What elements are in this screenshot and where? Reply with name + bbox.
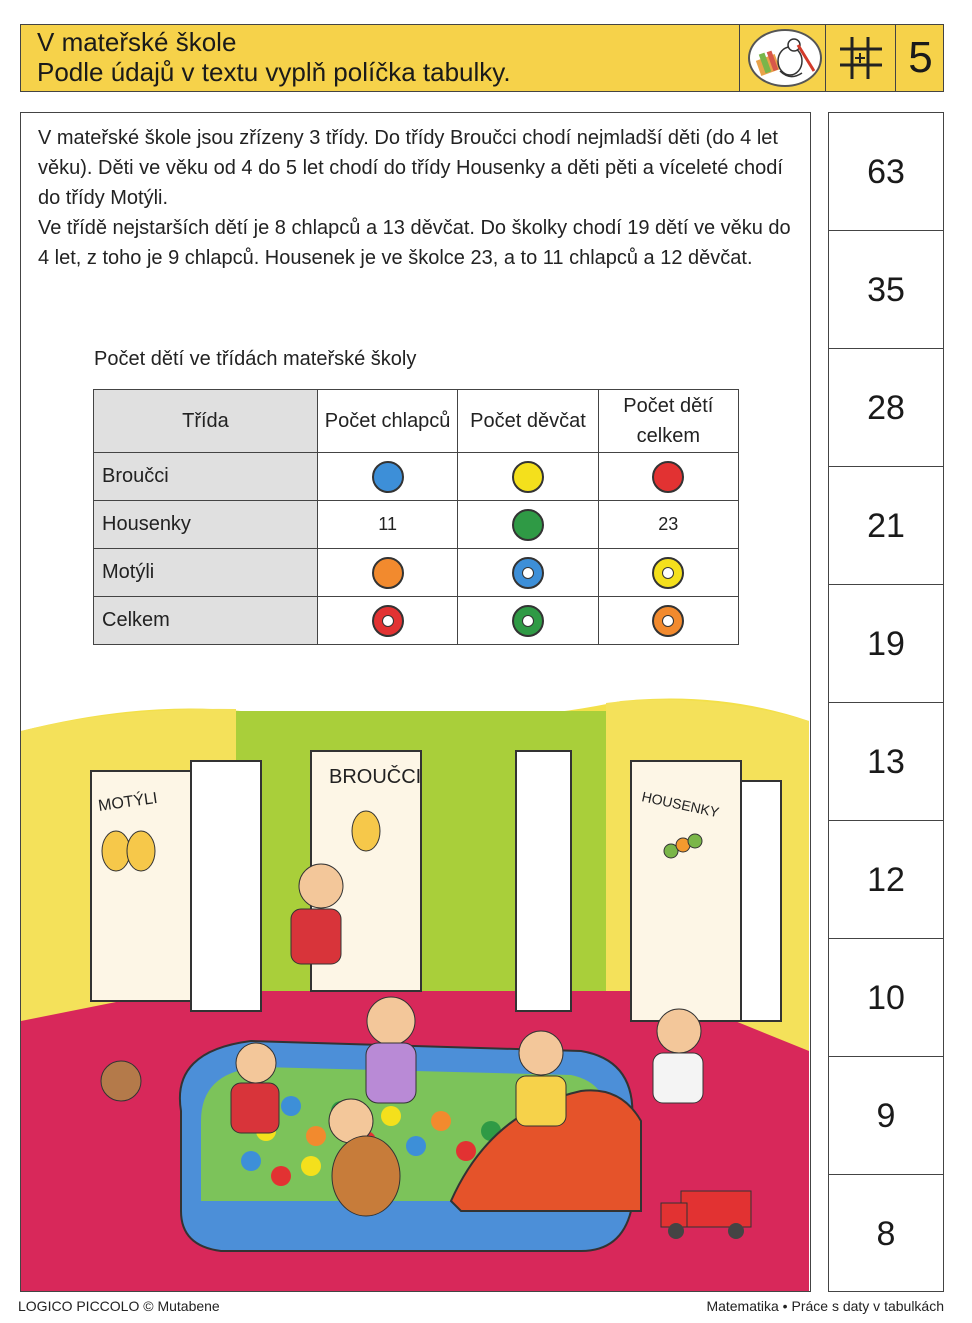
cell-total-girls[interactable] xyxy=(458,597,598,645)
answer-option[interactable]: 10 xyxy=(829,939,943,1057)
header-boys: Počet chlapců xyxy=(317,390,457,453)
cell-total-boys[interactable] xyxy=(317,597,457,645)
answer-option[interactable]: 35 xyxy=(829,231,943,349)
header-total: Počet dětí celkem xyxy=(598,390,738,453)
header-bar xyxy=(20,24,944,92)
answer-option[interactable]: 21 xyxy=(829,467,943,585)
ring-marker-icon xyxy=(652,605,684,637)
table-symbol-icon xyxy=(825,25,895,91)
door-label-brouci: BROUČCI xyxy=(329,766,422,788)
task-text xyxy=(38,123,798,273)
header-girls: Počet děvčat xyxy=(458,390,598,453)
ring-marker-icon xyxy=(512,605,544,637)
page-subtitle: Podle údajů v textu vyplň políčka tabulky. xyxy=(37,57,511,87)
cell-housenky-girls[interactable] xyxy=(458,501,598,549)
table-row xyxy=(94,453,739,501)
task-paragraph-1: V mateřské škole jsou zřízeny 3 třídy. Do třídy Broučci chodí nejmladší děti (do 4 let věku). Děti ve věku od 4 do 5 let chodí do třídy Housenky a děti pěti a víceleté chodí do třídy Motýli. xyxy=(38,127,783,209)
stork-icon xyxy=(748,29,822,87)
header-class: Třída xyxy=(94,390,318,453)
ring-marker-icon xyxy=(372,605,404,637)
row-label: Broučci xyxy=(94,453,318,501)
ring-marker-icon xyxy=(512,557,544,589)
cell-brouci-total[interactable] xyxy=(598,453,738,501)
ring-marker-icon xyxy=(652,557,684,589)
row-label: Housenky xyxy=(94,501,318,549)
table-caption: Počet dětí ve třídách mateřské školy xyxy=(94,348,417,370)
task-paragraph-2: Ve třídě nejstarších dětí je 8 chlapců a 13 děvčat. Do školky chodí 19 dětí ve věku do 4 let, z toho je 9 chlapců. Housenek je ve školce 23, a to 11 chlapců a 12 děvčat. xyxy=(38,217,791,269)
dot-marker-icon xyxy=(372,461,404,493)
answer-option[interactable]: 19 xyxy=(829,585,943,703)
door-label-housenky: HOUSENKY xyxy=(640,788,721,821)
exercise-panel xyxy=(20,112,811,1292)
cell-housenky-total: 23 xyxy=(598,501,738,549)
kids-table xyxy=(93,389,739,645)
footer-subject: Matematika • Práce s daty v tabulkách xyxy=(706,1298,944,1314)
cell-motyli-girls[interactable] xyxy=(458,549,598,597)
table-row xyxy=(94,597,739,645)
stork-badge-cell xyxy=(739,25,825,91)
answer-option[interactable]: 63 xyxy=(829,113,943,231)
door-label-motyli: MOTÝLI xyxy=(97,789,159,815)
table-header-row xyxy=(94,390,739,453)
answer-option[interactable]: 8 xyxy=(876,1215,896,1253)
footer-publisher: LOGICO PICCOLO © Mutabene xyxy=(18,1298,220,1314)
answer-option[interactable]: 13 xyxy=(829,703,943,821)
table-row xyxy=(94,549,739,597)
cell-motyli-total[interactable] xyxy=(598,549,738,597)
row-label: Motýli xyxy=(94,549,318,597)
page-number: 5 xyxy=(895,25,945,91)
answer-option[interactable]: 12 xyxy=(829,821,943,939)
dot-marker-icon xyxy=(652,461,684,493)
cell-housenky-boys: 11 xyxy=(317,501,457,549)
cell-motyli-boys[interactable] xyxy=(317,549,457,597)
cell-brouci-girls[interactable] xyxy=(458,453,598,501)
kindergarten-illustration xyxy=(21,691,809,1291)
answer-column xyxy=(828,112,944,1292)
cell-brouci-boys[interactable] xyxy=(317,453,457,501)
answer-option[interactable]: 9 xyxy=(829,1057,943,1175)
page-title: V mateřské škole xyxy=(37,27,237,57)
row-label: Celkem xyxy=(94,597,318,645)
table-row xyxy=(94,501,739,549)
dot-marker-icon xyxy=(512,509,544,541)
answer-option[interactable]: 28 xyxy=(829,349,943,467)
cell-total-total[interactable] xyxy=(598,597,738,645)
dot-marker-icon xyxy=(512,461,544,493)
dot-marker-icon xyxy=(372,557,404,589)
